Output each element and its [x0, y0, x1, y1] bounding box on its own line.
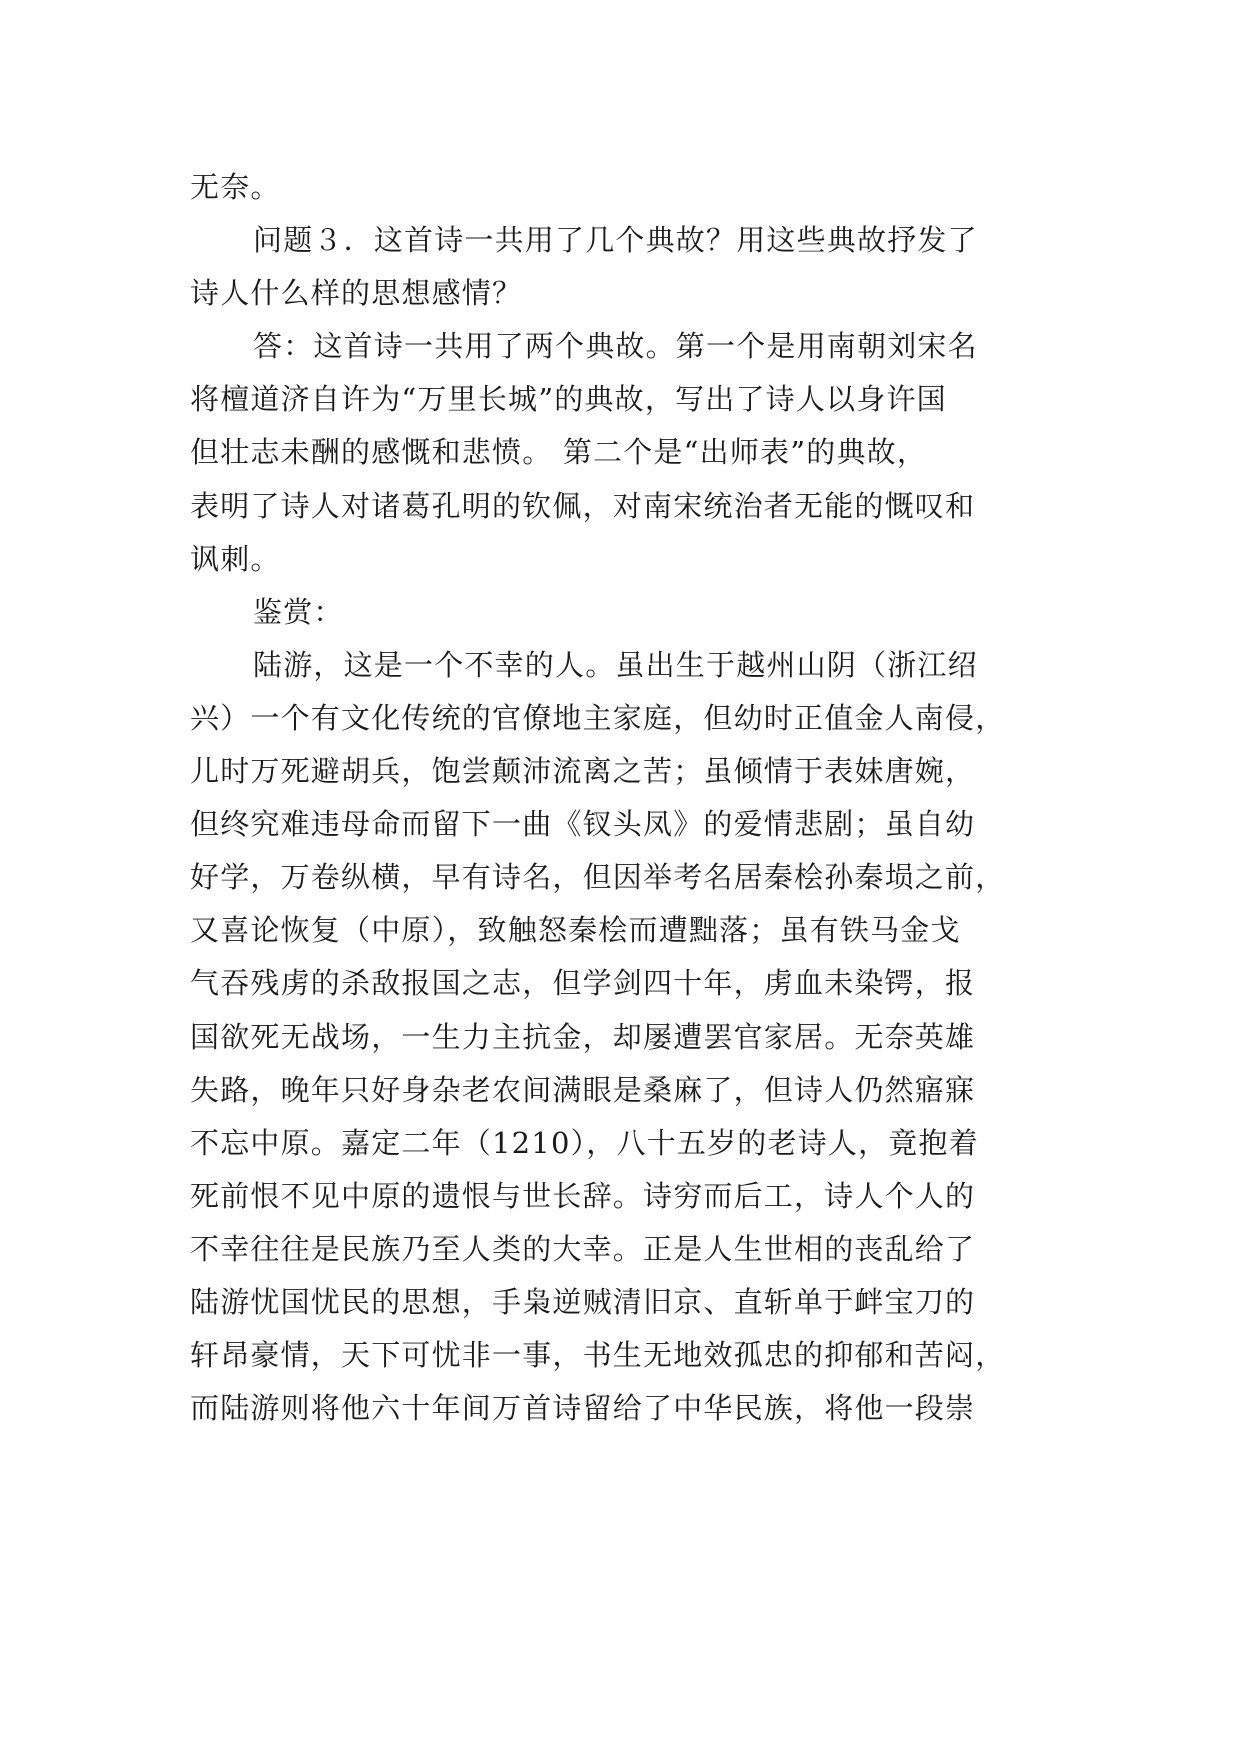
section-heading: 鉴赏： [253, 594, 344, 629]
text-line: 而陆游则将他六十年间万首诗留给了中华民族，将他一段崇 [190, 1391, 976, 1426]
text-line: 儿时万死避胡兵，饱尝颠沛流离之苦；虽倾情于表妹唐婉， [190, 754, 976, 789]
text-line: 兴）一个有文化传统的官僚地主家庭，但幼时正值金人南侵， [190, 700, 1006, 735]
text-line: 不幸往往是民族乃至人类的大幸。正是人生世相的丧乱给了 [190, 1231, 976, 1266]
text-line: 又喜论恢复（中原），致触怒秦桧而遭黜落；虽有铁马金戈 [190, 913, 961, 948]
text-line: 问题３．这首诗一共用了几个典故？用这些典故抒发了 [253, 223, 978, 258]
text-line: 陆游忧国忧民的思想，手枭逆贼清旧京、直斩单于衅宝刀的 [190, 1284, 976, 1319]
text-line: 表明了诗人对诸葛孔明的钦佩，对南宋统治者无能的慨叹和 [190, 488, 976, 523]
text-line: 死前恨不见中原的遗恨与世长辞。诗穷而后工，诗人个人的 [190, 1178, 976, 1213]
document-body [190, 161, 1050, 1435]
text-line: 国欲死无战场，一生力主抗金，却屡遭罢官家居。无奈英雄 [190, 1019, 976, 1054]
text-line: 陆游，这是一个不幸的人。虽出生于越州山阴（浙江绍 [253, 647, 978, 682]
text-line: 讽刺。 [190, 541, 281, 576]
text-line: 诗人什么样的思想感情？ [190, 276, 523, 311]
text-line: 轩昂豪情，天下可忧非一事，书生无地效孤忠的抑郁和苦闷， [190, 1338, 1006, 1373]
text-line: 不忘中原。嘉定二年（1210），八十五岁的老诗人，竟抱着 [190, 1125, 979, 1160]
text-line: 但终究难违母命而留下一曲《钗头凤》的爱情悲剧；虽自幼 [190, 807, 976, 842]
text-line: 无奈。 [190, 170, 281, 204]
text-line: 失路，晚年只好身杂老农间满眼是桑麻了，但诗人仍然寤寐 [190, 1072, 976, 1107]
text-line: 好学，万卷纵横，早有诗名，但因举考名居秦桧孙秦埙之前， [190, 860, 1006, 895]
text-line: 将檀道济自许为“万里长城”的典故，写出了诗人以身许国 [190, 382, 947, 417]
text-line: 但壮志未酬的感慨和悲愤。 第二个是“出师表”的典故， [190, 435, 928, 470]
text-line: 答：这首诗一共用了两个典故。第一个是用南朝刘宋名 [253, 329, 978, 364]
text-line: 气吞残虏的杀敌报国之志，但学剑四十年，虏血未染锷，报 [190, 966, 976, 1001]
